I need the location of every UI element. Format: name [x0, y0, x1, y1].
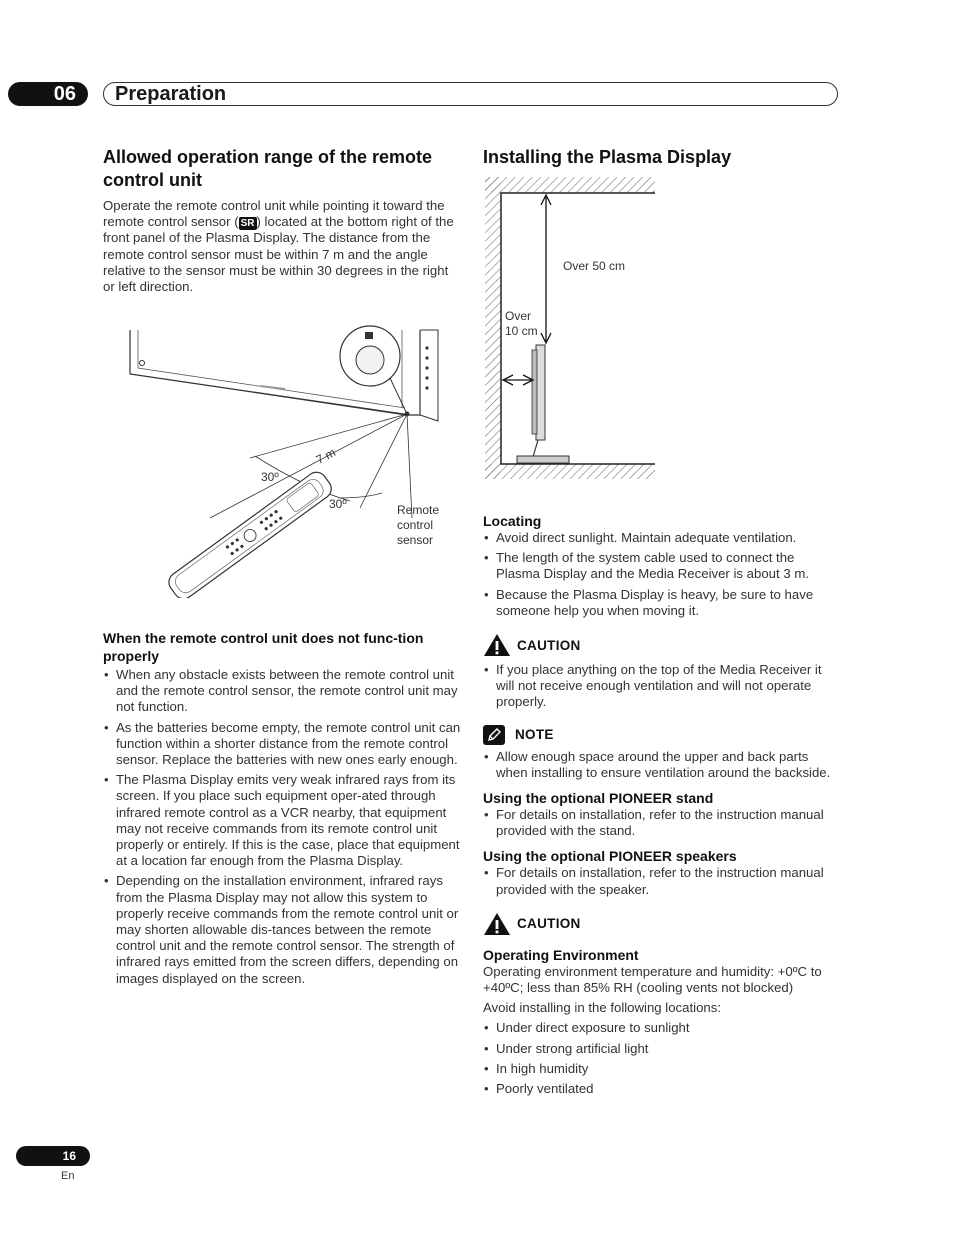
list-item: • When any obstacle exists between the remote control unit and the remote control sensor, the remote control unit may not function.	[103, 667, 461, 716]
remote-range-figure	[120, 318, 450, 598]
list-item: • Avoid direct sunlight. Maintain adequate ventilation.	[483, 530, 841, 546]
list-item: • Allow enough space around the upper and back parts when installing to ensure ventilation around the backside.	[483, 749, 841, 781]
list-item: • Under strong artificial light	[483, 1041, 841, 1057]
list-item: • The Plasma Display emits very weak infrared rays from its screen. If you place such equipment oper-ated through infrared remote control as a VCR nearby, that equipment may not receive commands from its remote control unit properly or entirely. If this is the case, place that equipment at a location far enough from the Plasma Display.	[103, 772, 461, 869]
troubleshoot-list	[103, 667, 461, 987]
angle-right-label: 30º	[329, 497, 347, 511]
remote-range-intro: Operate the remote control unit while pointing it toward the remote control sensor ( SR ) located at the bottom right of the front panel of the Plasma Display. The distance from the remote control sensor must be within 7 m and the angle relative to the sensor must be within 30 degrees in the right or left direction.	[103, 198, 454, 295]
warning-triangle-icon	[483, 912, 511, 936]
caution-label: CAUTION	[517, 916, 581, 932]
language-code: En	[61, 1170, 75, 1182]
clearance-top-label: Over 50 cm	[563, 259, 626, 273]
right-text-column	[483, 512, 841, 1101]
stand-title: Using the optional PIONEER stand	[483, 790, 714, 807]
angle-left-label: 30º	[261, 470, 279, 484]
chapter-number: 06	[53, 83, 76, 105]
caution-block-1	[483, 633, 841, 657]
section-heading-installing: Installing the Plasma Display	[483, 147, 732, 167]
chapter-title: Preparation	[115, 83, 227, 105]
environment-title: Operating Environment	[483, 946, 639, 963]
troubleshoot-subheading: When the remote control unit does not func-tion properly	[103, 630, 424, 664]
warning-triangle-icon	[483, 633, 511, 657]
locating-title: Locating	[483, 513, 542, 529]
environment-text: Operating environment temperature and humidity: +0ºC to +40ºC; less than 85% RH (cooling vents not blocked)	[483, 963, 822, 996]
page-number: 16	[62, 1149, 76, 1163]
note-label: NOTE	[515, 727, 554, 743]
stand-list	[483, 807, 841, 839]
sensor-label: Remote control sensor	[397, 503, 440, 547]
installation-figure	[483, 175, 663, 485]
section-heading-remote-range: Allowed operation range of the remote control unit	[103, 147, 433, 190]
chapter-number-badge	[8, 82, 88, 106]
caution-list-1	[483, 662, 841, 711]
list-item: • In high humidity	[483, 1061, 841, 1077]
clearance-side-label: Over 10 cm	[505, 309, 538, 338]
list-item: • Under direct exposure to sunlight	[483, 1020, 841, 1036]
caution-label: CAUTION	[517, 637, 581, 653]
locating-list	[483, 530, 841, 619]
list-item: • The length of the system cable used to connect the Plasma Display and the Media Receiver is about 3 m.	[483, 550, 841, 582]
note-list	[483, 749, 841, 781]
list-item: • Because the Plasma Display is heavy, be sure to have someone help you when moving it.	[483, 587, 841, 619]
left-troubleshoot	[103, 629, 461, 991]
list-item: • For details on installation, refer to the instruction manual provided with the stand.	[483, 807, 841, 839]
distance-label: 7 m	[313, 445, 338, 467]
list-item: • If you place anything on the top of the Media Receiver it will not receive enough ventilation and will not operate properly.	[483, 662, 841, 711]
caution-block-2	[483, 912, 841, 936]
sensor-symbol-icon: SR	[240, 218, 255, 230]
page-number-badge	[16, 1146, 90, 1166]
list-item: • As the batteries become empty, the remote control unit can function within a shorter distance from the remote control sensor. Replace the batteries with new ones early enough.	[103, 720, 461, 769]
note-block	[483, 725, 841, 745]
left-column	[103, 146, 463, 295]
remote-range-diagram	[120, 318, 450, 598]
speakers-list	[483, 865, 841, 897]
speakers-title: Using the optional PIONEER speakers	[483, 848, 737, 865]
pencil-note-icon	[483, 725, 505, 745]
list-item: • Poorly ventilated	[483, 1081, 841, 1097]
environment-avoid-text: Avoid installing in the following locations:	[483, 1000, 722, 1016]
environment-list	[483, 1020, 841, 1097]
list-item: • For details on installation, refer to the instruction manual provided with the speaker.	[483, 865, 841, 897]
list-item: • Depending on the installation environment, infrared rays from the Plasma Display may not allow this system to properly receive commands from the remote control unit or may shorten allowable dis-tances between the remote control unit and the remote control sensor. The strength of infrared rays emitted from the screen differs, depending on images displayed on the screen.	[103, 873, 461, 986]
